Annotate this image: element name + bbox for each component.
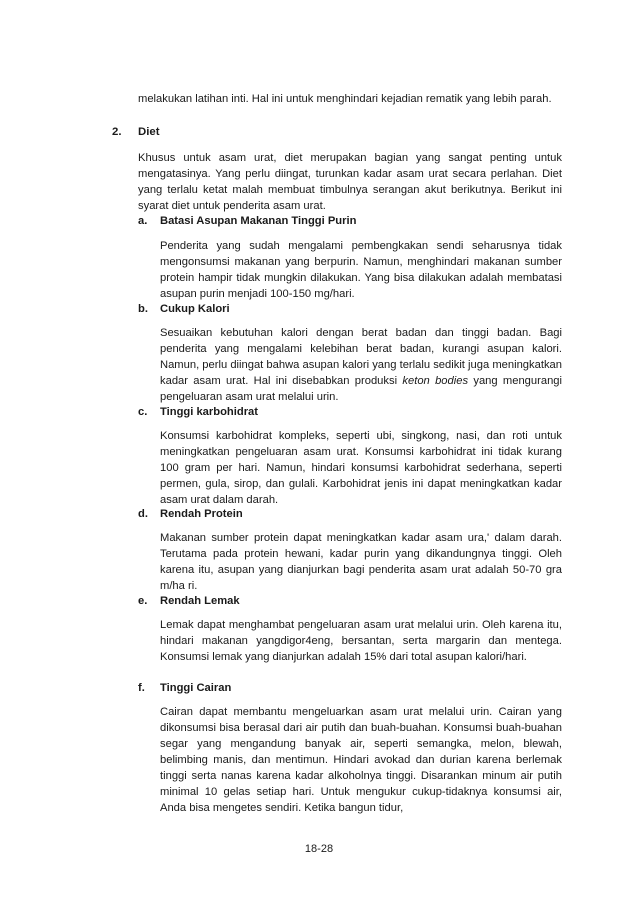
item-a-title: Batasi Asupan Makanan Tinggi Purin [160,215,357,227]
item-b-letter: b. [138,303,148,315]
item-f-letter: f. [138,682,145,694]
section-body: Khusus untuk asam urat, diet merupakan bagian yang sangat penting untuk mengatasinya. Yang perlu diingat, turunkan kadar asam urat secara perlahan. Diet yang terlalu ketat malah membuat timbulnya serangan akut berikutnya. Berikut ini syarat diet untuk penderita asam urat. [138,152,562,212]
item-c-letter: c. [138,406,148,418]
item-b-body [160,325,562,405]
item-e-letter: e. [138,595,148,607]
item-b-body-text: Sesuaikan kebutuhan kalori dengan berat badan dan tinggi badan. Bagi penderita yang mengalami kelebihan berat badan, kurangi asupan kalori. Namun, perlu diingat bahwa asupan kalori yang terlalu sedikit juga meningkatkan kadar asam urat. Hal ini disebabkan produksi [160,327,562,387]
item-b-body-italic: keton bodies [402,375,469,387]
item-e-title: Rendah Lemak [160,595,240,607]
section-title: Diet [138,126,160,138]
item-d-title: Rendah Protein [160,508,243,520]
item-a-letter: a. [138,215,148,227]
item-f-body: Cairan dapat membantu mengeluarkan asam urat melalui urin. Cairan yang dikonsumsi bisa berasal dari air putih dan buah-buahan. Konsumsi buah-buahan segar yang mengandung banyak air, seperti semangka, melon, blewah, belimbing manis, dan mentimun. Hindari avokad dan durian karena berlemak tinggi serta nanas karena kadar alkoholnya tinggi. Disarankan minum air putih minimal 10 gelas setiap hari. Untuk mengukur cukup-tidaknya konsumsi air, Anda bisa mengetes sendiri. Ketika bangun tidur, [160,706,562,814]
item-d-body: Makanan sumber protein dapat meningkatkan kadar asam ura,' dalam darah. Terutama pada protein hewani, kadar purin yang dikandungnya tinggi. Oleh karena itu, asupan yang dianjurkan bagi penderita asam urat adalah 50-70 gra m/ha ri. [160,532,562,592]
intro-continuation-text: melakukan latihan inti. Hal ini untuk menghindari kejadian rematik yang lebih parah. [138,93,552,105]
item-c-body: Konsumsi karbohidrat kompleks, seperti ubi, singkong, nasi, dan roti untuk meningkatkan pengeluaran asam urat. Konsumsi karbohidrat ini tidak kurang 100 gram per hari. Namun, hindari konsumsi karbohidrat sederhana, seperti permen, gula, sirop, dan gulali. Karbohidrat jenis ini dapat meningkatkan kadar asam urat dalam darah. [160,430,562,506]
item-a-body: Penderita yang sudah mengalami pembengkakan sendi seharusnya tidak mengonsumsi makanan yang berpurin. Namun, menghindari makanan sumber protein hampir tidak mungkin dilakukan. Yang bisa dilakukan adalah membatasi asupan purin menjadi 100-150 mg/hari. [160,240,562,300]
item-d-letter: d. [138,508,148,520]
item-e-body: Lemak dapat menghambat pengeluaran asam urat melalui urin. Oleh karena itu, hindari makanan yangdigor4eng, bersantan, serta margarin dan mentega. Konsumsi lemak yang dianjurkan adalah 15% dari total asupan kalori/hari. [160,619,562,663]
page-number: 18-28 [304,843,334,855]
item-b-title: Cukup Kalori [160,303,230,315]
item-c-title: Tinggi karbohidrat [160,406,258,418]
item-b-body-text-end: yang mengurangi pengeluaran asam urat melalui urin. [160,375,563,403]
section-number: 2. [112,126,122,138]
item-f-title: Tinggi Cairan [160,682,232,694]
